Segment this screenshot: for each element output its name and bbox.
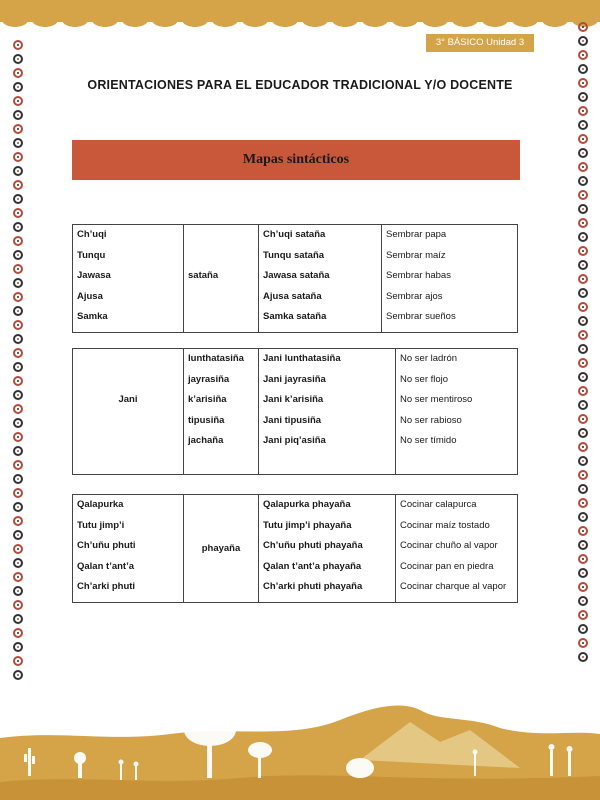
border-motif-icon [13,404,23,414]
border-motif-icon [13,600,23,610]
table-cell: Ch’uqi sataña [263,229,326,240]
roots-column [184,349,259,475]
border-motif-icon [578,64,588,74]
border-motif-icon [578,526,588,536]
table-cell: Ch’uqi [77,229,107,240]
border-motif-icon [13,348,23,358]
section-banner [72,140,520,180]
compounds-column [259,225,382,333]
border-motif-icon [13,362,23,372]
border-motif-icon [578,652,588,662]
table-cell: Tutu jimp’i phayaña [263,519,352,531]
suffix-label: sataña [188,270,219,282]
border-motif-icon [13,516,23,526]
border-motif-icon [13,614,23,624]
table-cell: No ser flojo [400,373,449,385]
table-cell: Ch’arki phuti [77,581,136,593]
table-cell: Tunqu [77,249,106,261]
border-motif-icon [578,568,588,578]
border-motif-icon [578,442,588,452]
border-motif-icon [578,106,588,116]
table-cell: Samka sataña [263,311,327,323]
border-motif-icon [13,152,23,162]
border-motif-icon [578,330,588,340]
prefix-column [73,349,184,475]
table-cell: Cocinar calapurca [400,499,477,510]
border-motif-icon [13,96,23,106]
border-motif-icon [578,400,588,410]
border-motif-icon [13,544,23,554]
border-motif-icon [13,670,23,680]
border-motif-icon [13,54,23,64]
border-motif-icon [578,36,588,46]
table-cell: Jawasa sataña [263,270,330,282]
table-cell: Sembrar maíz [386,249,446,261]
border-motif-icon [578,218,588,228]
border-motif-icon [578,190,588,200]
border-motif-icon [13,166,23,176]
border-motif-icon [578,582,588,592]
roots-column [73,225,184,333]
table-cell: Jani lunthatasiña [263,353,341,364]
border-motif-icon [578,484,588,494]
table-sembrar [72,224,518,333]
border-motif-icon [578,344,588,354]
table-cell: Samka [77,311,108,323]
border-motif-icon [13,264,23,274]
border-motif-icon [578,512,588,522]
border-motif-icon [13,194,23,204]
border-motif-icon [578,302,588,312]
border-motif-icon [578,386,588,396]
border-motif-icon [578,148,588,158]
table-cell: Cocinar maíz tostado [400,519,490,531]
meanings-column [396,495,518,603]
table-cell: No ser rabioso [400,414,462,426]
border-motif-icon [578,204,588,214]
border-motif-icon [578,554,588,564]
border-motif-icon [13,530,23,540]
table-cell: Cocinar pan en piedra [400,560,494,572]
table-jani [72,348,518,475]
border-motif-icon [13,572,23,582]
table-cell: Cocinar chuño al vapor [400,540,498,552]
border-motif-icon [13,432,23,442]
border-motif-icon [13,208,23,218]
border-motif-icon [578,120,588,130]
table-cell: tipusiña [188,414,225,426]
border-motif-icon [578,246,588,256]
meanings-column [382,225,518,333]
border-motif-icon [13,306,23,316]
table-cell: No ser tímido [400,435,457,447]
border-motif-icon [13,138,23,148]
table-cell: Jani jayrasiña [263,373,326,385]
border-motif-icon [578,162,588,172]
border-motif-icon [578,414,588,424]
border-motif-icon [578,92,588,102]
border-motif-icon [13,320,23,330]
border-motif-icon [13,236,23,246]
border-motif-icon [578,428,588,438]
table-cell: Tunqu sataña [263,249,325,261]
border-motif-icon [578,610,588,620]
border-motif-icon [13,334,23,344]
border-motif-icon [13,488,23,498]
border-motif-icon [578,288,588,298]
table-cell: lunthatasiña [188,353,244,364]
border-motif-icon [578,596,588,606]
border-motif-icon [578,638,588,648]
border-motif-icon [13,558,23,568]
top-decorative-band [0,0,600,22]
table-cell: Jani tipusiña [263,414,322,426]
border-motif-icon [13,40,23,50]
border-motif-icon [13,376,23,386]
border-motif-icon [13,446,23,456]
prefix-label: Jani [118,394,138,405]
table-cell: Tutu jimp’i [77,519,125,531]
border-motif-icon [13,656,23,666]
suffix-label: phayaña [201,542,241,554]
border-motif-icon [13,642,23,652]
border-motif-icon [578,372,588,382]
border-motif-icon [13,418,23,428]
table-cell: Ajusa sataña [263,290,322,302]
border-motif-icon [578,232,588,242]
border-motif-icon [13,390,23,400]
table-cell: Qalan t’ant’a phayaña [263,560,362,572]
border-motif-icon [13,586,23,596]
border-motif-icon [578,358,588,368]
table-cell: Sembrar papa [386,229,447,240]
border-motif-icon [13,250,23,260]
left-decorative-border [11,40,25,680]
table-cell: Sembrar sueños [386,311,456,323]
meanings-column [396,349,518,475]
page-title: ORIENTACIONES PARA EL EDUCADOR TRADICIONAL Y/O DOCENTE [87,78,513,92]
border-motif-icon [13,124,23,134]
border-motif-icon [578,260,588,270]
border-motif-icon [13,222,23,232]
table-cell: Jani piq’asiña [263,435,326,447]
border-motif-icon [13,180,23,190]
border-motif-icon [578,470,588,480]
border-motif-icon [578,316,588,326]
border-motif-icon [578,456,588,466]
table-cell: Ch’uñu phuti [77,540,136,552]
table-cell: Qalapurka phayaña [263,499,351,510]
table-cell: Jani k’arisiña [263,394,324,406]
border-motif-icon [578,498,588,508]
border-motif-icon [578,624,588,634]
table-cell: Ajusa [77,290,103,302]
border-motif-icon [13,628,23,638]
border-motif-icon [13,474,23,484]
table-cell: Qalapurka [77,499,124,510]
table-cell: Ch’uñu phuti phayaña [263,540,363,552]
suffix-column [184,495,259,603]
grade-unit-badge: 3° BÁSICO Unidad 3 [426,34,534,52]
border-motif-icon [578,22,588,32]
section-title: Mapas sintácticos [242,152,350,167]
border-motif-icon [13,68,23,78]
border-motif-icon [13,278,23,288]
table-cell: Ch’arki phuti phayaña [263,581,363,593]
border-motif-icon [578,134,588,144]
table-cell: Sembrar habas [386,270,451,282]
table-cell: Cocinar charque al vapor [400,581,507,593]
border-motif-icon [13,110,23,120]
border-motif-icon [578,540,588,550]
table-cell: No ser mentiroso [400,394,473,406]
compounds-column [259,349,396,475]
table-cell: jayrasiña [188,373,230,385]
table-cell: No ser ladrón [400,353,458,364]
compounds-column [259,495,396,603]
table-cell: Sembrar ajos [386,290,443,302]
border-motif-icon [13,460,23,470]
table-cell: Qalan t’ant’a [77,560,135,572]
footer-landscape-illustration [0,690,600,800]
border-motif-icon [13,502,23,512]
roots-column [73,495,184,603]
table-cell: Jawasa [77,270,111,282]
border-motif-icon [578,274,588,284]
right-decorative-border [576,22,590,667]
border-motif-icon [578,176,588,186]
table-cell: k’arisiña [188,394,227,406]
table-cell: jachaña [188,435,224,447]
border-motif-icon [578,50,588,60]
table-phayaña [72,494,518,603]
suffix-column [184,225,259,333]
border-motif-icon [13,292,23,302]
